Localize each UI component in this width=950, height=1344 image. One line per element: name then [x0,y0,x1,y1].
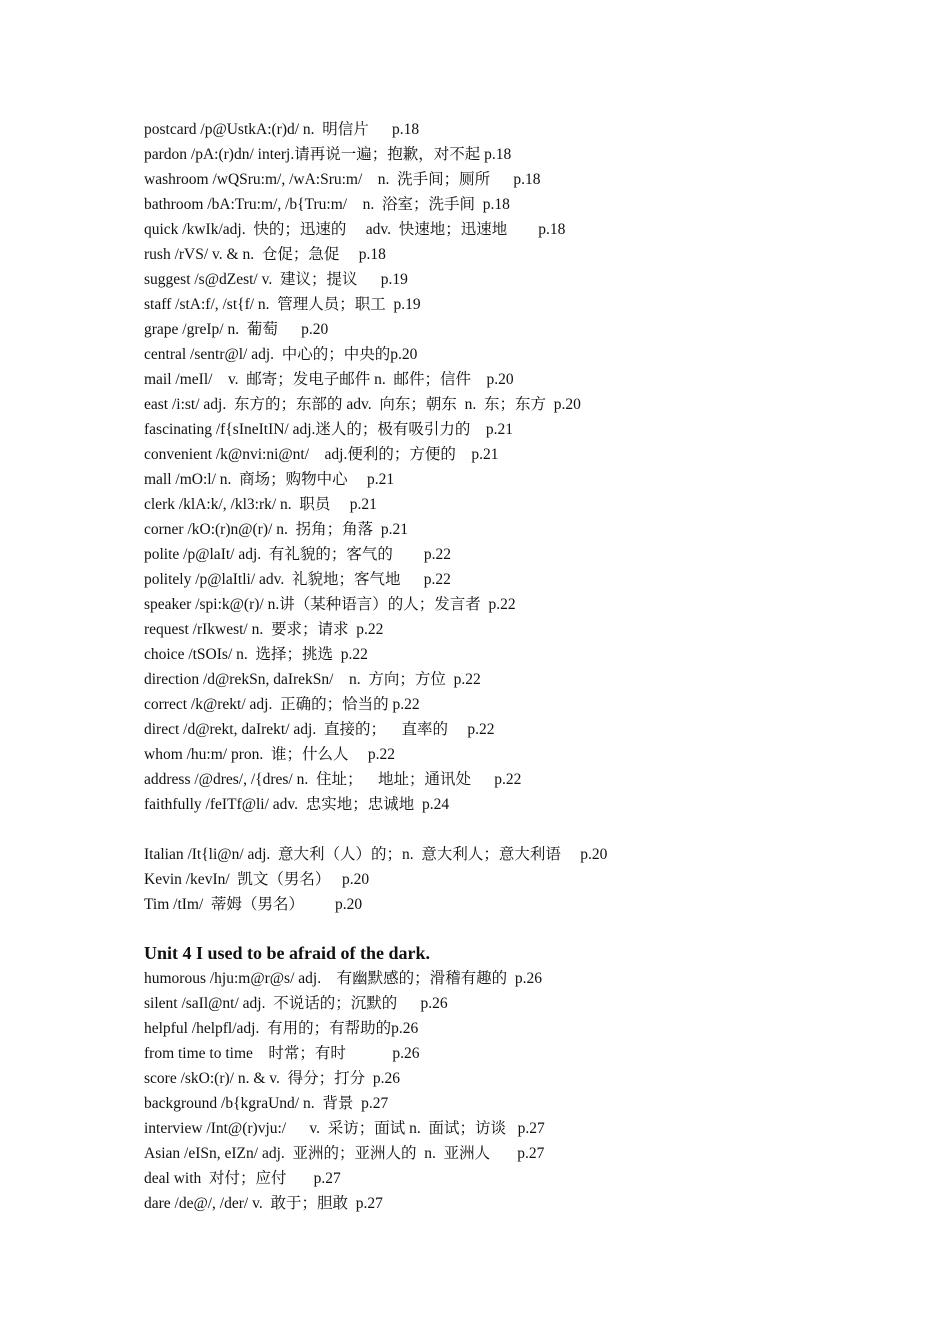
vocab-entry: mail /meIl/ v. 邮寄；发电子邮件 n. 邮件；信件 p.20 [144,371,514,388]
vocabulary-list [144,117,924,817]
vocab-entry: corner /kO:(r)n@(r)/ n. 拐角；角落 p.21 [144,521,408,538]
vocab-entry: Asian /eISn, eIZn/ adj. 亚洲的；亚洲人的 n. 亚洲人 p.27 [144,1145,545,1162]
vocab-entry: correct /k@rekt/ adj. 正确的；恰当的 p.22 [144,696,420,713]
vocab-entry: convenient /k@nvi:ni@nt/ adj.便利的；方便的 p.21 [144,446,499,463]
vocab-entry: pardon /pA:(r)dn/ interj.请再说一遍；抱歉，对不起 p.18 [144,146,512,163]
vocab-entry: polite /p@laIt/ adj. 有礼貌的；客气的 p.22 [144,546,452,563]
proper-names-list [144,842,924,917]
vocab-entry: washroom /wQSru:m/, /wA:Sru:m/ n. 洗手间；厕所 p.18 [144,171,541,188]
vocab-entry: east /i:st/ adj. 东方的；东部的 adv. 向东；朝东 n. 东；东方 p.20 [144,396,581,413]
section-spacer [144,917,924,940]
vocab-entry: request /rIkwest/ n. 要求；请求 p.22 [144,621,384,638]
vocab-entry: interview /Int@(r)vju:/ v. 采访；面试 n. 面试；访谈 p.27 [144,1120,545,1137]
vocab-entry: staff /stA:f/, /st{f/ n. 管理人员；职工 p.19 [144,296,421,313]
vocab-entry: faithfully /feITf@li/ adv. 忠实地；忠诚地 p.24 [144,796,450,813]
vocabulary-page [144,117,924,1216]
vocab-entry: grape /greIp/ n. 葡萄 p.20 [144,321,329,338]
unit-heading: Unit 4 I used to be afraid of the dark. [144,943,431,963]
vocab-entry: humorous /hju:m@r@s/ adj. 有幽默感的；滑稽有趣的 p.26 [144,970,542,987]
vocab-entry: central /sentr@l/ adj. 中心的；中央的p.20 [144,346,418,363]
vocab-entry: score /skO:(r)/ n. & v. 得分；打分 p.26 [144,1070,401,1087]
vocab-entry: mall /mO:l/ n. 商场；购物中心 p.21 [144,471,395,488]
vocab-entry: suggest /s@dZest/ v. 建议；提议 p.19 [144,271,408,288]
vocab-entry: helpful /helpfl/adj. 有用的；有帮助的p.26 [144,1020,419,1037]
vocab-entry: background /b{kgraUnd/ n. 背景 p.27 [144,1095,389,1112]
section-spacer [144,817,924,842]
vocab-entry: quick /kwIk/adj. 快的；迅速的 adv. 快速地；迅速地 p.18 [144,221,566,238]
vocab-entry: rush /rVS/ v. & n. 仓促；急促 p.18 [144,246,386,263]
vocab-entry: whom /hu:m/ pron. 谁；什么人 p.22 [144,746,396,763]
vocab-entry: fascinating /f{sIneItIN/ adj.迷人的；极有吸引力的 p.21 [144,421,514,438]
vocab-entry: speaker /spi:k@(r)/ n.讲（某种语言）的人；发言者 p.22 [144,596,516,613]
vocab-entry: address /@dres/, /{dres/ n. 住址； 地址；通讯处 p.22 [144,771,522,788]
vocab-entry: bathroom /bA:Tru:m/, /b{Tru:m/ n. 浴室；洗手间 p.18 [144,196,510,213]
vocab-entry: postcard /p@UstkA:(r)d/ n. 明信片 p.18 [144,121,420,138]
vocab-entry: direction /d@rekSn, daIrekSn/ n. 方向；方位 p.22 [144,671,481,688]
vocab-entry: choice /tSOIs/ n. 选择；挑选 p.22 [144,646,368,663]
vocab-entry: from time to time 时常；有时 p.26 [144,1045,420,1062]
vocab-entry: silent /saIl@nt/ adj. 不说话的；沉默的 p.26 [144,995,448,1012]
vocab-entry: Kevin /kevIn/ 凯文（男名） p.20 [144,871,370,888]
vocab-entry: clerk /klA:k/, /kl3:rk/ n. 职员 p.21 [144,496,377,513]
unit4-vocabulary-list [144,966,924,1216]
vocab-entry: Tim /tIm/ 蒂姆（男名） p.20 [144,896,363,913]
vocab-entry: politely /p@laItli/ adv. 礼貌地；客气地 p.22 [144,571,451,588]
vocab-entry: Italian /It{li@n/ adj. 意大利（人）的；n. 意大利人；意大利语 p.20 [144,846,608,863]
vocab-entry: direct /d@rekt, daIrekt/ adj. 直接的； 直率的 p.22 [144,721,495,738]
vocab-entry: dare /de@/, /der/ v. 敢于；胆敢 p.27 [144,1195,383,1212]
vocab-entry: deal with 对付；应付 p.27 [144,1170,341,1187]
